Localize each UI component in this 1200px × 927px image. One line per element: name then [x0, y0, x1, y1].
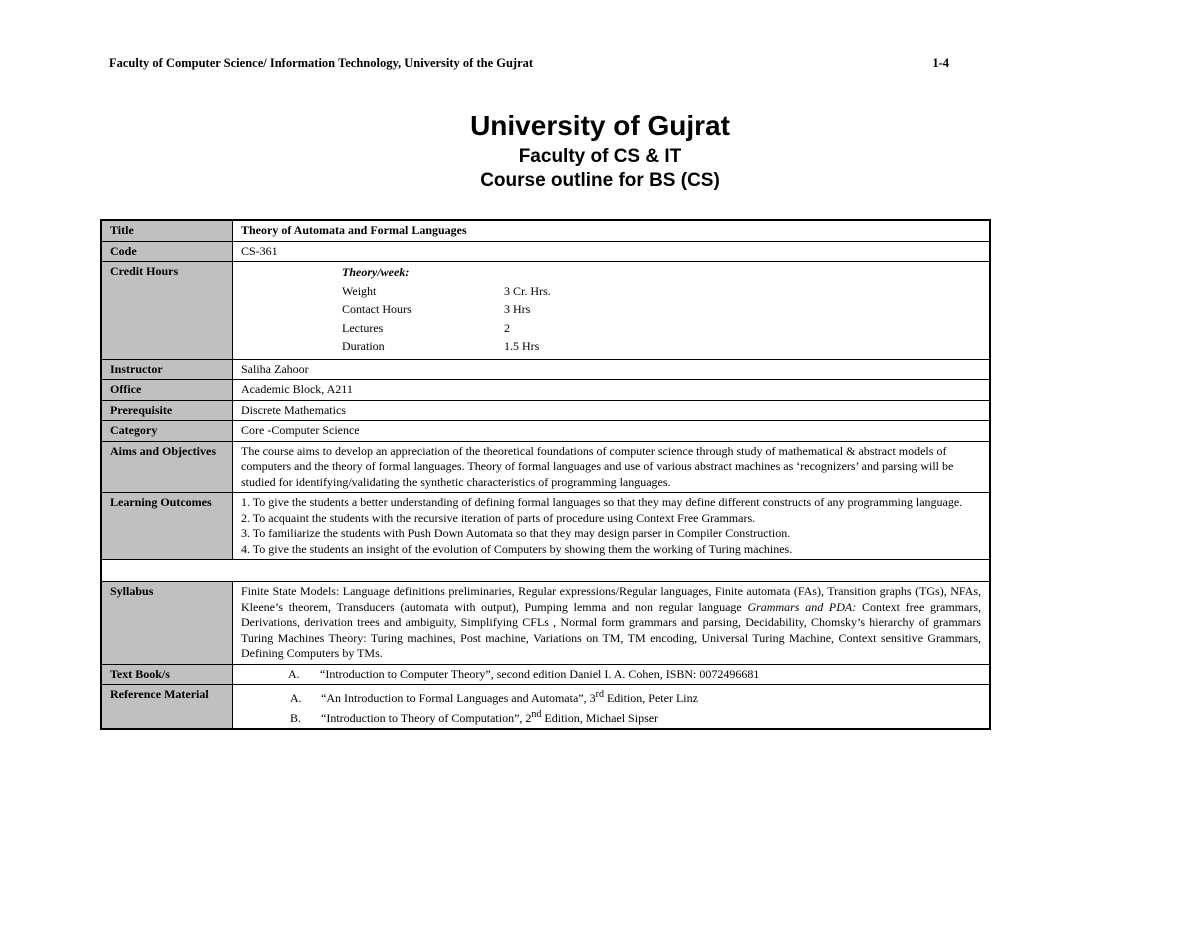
credit-key: Weight	[342, 283, 377, 298]
title-block	[0, 108, 1200, 193]
value-credit-hours	[233, 262, 991, 360]
syllabus-italic: Grammars and PDA:	[747, 599, 857, 614]
outcome-item: 2. To acquaint the students with the recursive iteration of parts of procedure using Context Free Grammars.	[241, 510, 756, 525]
value-aims: The course aims to develop an appreciation of the theoretical foundations of computer science through study of mathematical & abstract models of computers and the theory of formal languages. Theory of formal languages and use of various abstract machines as ‘recognizers’ and parsing will be studied for identifying/validating the synthetic characteristics of programming languages.	[233, 441, 991, 493]
outcome-item: 4. To give the students an insight of the evolution of Computers by showing them the working of Turing machines.	[241, 541, 793, 556]
syllabus-text-2: Context free grammars, Derivations, derivation trees and ambiguity, Simplifying CFLs , Normal form grammars and parsing, Decidability, Chomsky’s hierarchy of grammars Turing Machines Theory: Turing machines, Post machine, Variations on TM, TM encoding, Universal Turing Machine, Context sensitive Grammars, Defining Computers by TMs.	[241, 599, 982, 660]
value-learning-outcomes	[233, 493, 991, 560]
credit-key: Contact Hours	[342, 302, 412, 316]
header-text: Faculty of Computer Science/ Information Technology, University of the Gujrat	[109, 56, 534, 70]
row-instructor	[101, 359, 990, 380]
value-office: Academic Block, A211	[233, 380, 991, 401]
course-outline-table	[100, 219, 991, 730]
outcome-item: 3. To familiarize the students with Push Down Automata so that they may design parser in Compiler Construction.	[241, 526, 791, 540]
reference-sup: nd	[531, 708, 542, 720]
faculty-title: Faculty of CS & IT	[518, 146, 682, 167]
reference-text: Edition, Peter Linz	[603, 691, 698, 705]
reference-item	[241, 707, 981, 727]
credit-value: 3 Cr. Hrs.	[504, 283, 551, 298]
label-credit-hours: Credit Hours	[101, 262, 233, 360]
course-title: Course outline for BS (CS)	[480, 170, 720, 191]
label-prerequisite: Prerequisite	[101, 400, 233, 421]
row-learning-outcomes	[101, 493, 990, 560]
credit-key: Duration	[342, 339, 385, 353]
value-code: CS-361	[233, 241, 991, 262]
row-title	[101, 220, 990, 241]
row-text-books	[101, 664, 990, 685]
label-instructor: Instructor	[101, 359, 233, 380]
reference-text: “Introduction to Theory of Computation”, 2	[321, 710, 532, 725]
credit-key: Lectures	[342, 320, 384, 335]
row-reference-material	[101, 685, 990, 730]
list-marker: A.	[290, 691, 302, 705]
spacer-cell	[101, 560, 990, 582]
reference-text: “An Introduction to Formal Languages and Automata”, 3	[321, 691, 596, 705]
row-prerequisite	[101, 400, 990, 421]
label-office: Office	[101, 380, 233, 401]
credit-heading: Theory/week:	[342, 265, 410, 279]
value-title: Theory of Automata and Formal Languages	[233, 220, 991, 241]
reference-text: Edition, Michael Sipser	[541, 710, 659, 725]
university-title: University of Gujrat	[470, 110, 730, 141]
value-reference-material	[233, 685, 991, 730]
text-book-title: “Introduction to Computer Theory”, second edition Daniel I. A. Cohen, ISBN: 0072496681	[320, 666, 760, 681]
label-aims: Aims and Objectives	[101, 441, 233, 493]
reference-sup: rd	[595, 689, 604, 700]
credit-value: 1.5 Hrs	[504, 339, 540, 353]
reference-item	[241, 687, 981, 707]
label-category: Category	[101, 421, 233, 442]
value-category: Core -Computer Science	[233, 421, 991, 442]
value-syllabus	[233, 582, 991, 665]
row-credit-hours	[101, 262, 990, 360]
row-aims	[101, 441, 990, 493]
value-instructor: Saliha Zahoor	[233, 359, 991, 380]
credit-value: 2	[504, 320, 510, 335]
label-code: Code	[101, 241, 233, 262]
row-category	[101, 421, 990, 442]
label-syllabus: Syllabus	[101, 582, 233, 665]
page-header	[109, 56, 949, 71]
page-number: 1-4	[932, 56, 949, 70]
credit-hours-grid	[342, 264, 981, 357]
label-reference-material: Reference Material	[101, 685, 233, 730]
row-code	[101, 241, 990, 262]
value-text-books	[233, 664, 991, 685]
syllabus-text-1: Finite State Models: Language definitions preliminaries, Regular expressions/Regular languages, Finite automata (FAs), Transition graphs (TGs), NFAs, Kleene’s theorem, Transducers (automata with output), Pumping lemma and non regular language	[241, 584, 981, 614]
label-learning-outcomes: Learning Outcomes	[101, 493, 233, 560]
row-spacer	[101, 560, 990, 582]
row-office	[101, 380, 990, 401]
text-book-item	[241, 667, 981, 683]
outcome-item: 1. To give the students a better understanding of defining formal languages so that they may define different constructs of any programming language.	[241, 495, 963, 509]
row-syllabus	[101, 582, 990, 665]
value-prerequisite: Discrete Mathematics	[233, 400, 991, 421]
label-text-books: Text Book/s	[101, 664, 233, 685]
credit-value: 3 Hrs	[504, 302, 531, 316]
list-marker: B.	[290, 710, 302, 725]
list-marker: A.	[288, 666, 300, 681]
label-title: Title	[101, 220, 233, 241]
